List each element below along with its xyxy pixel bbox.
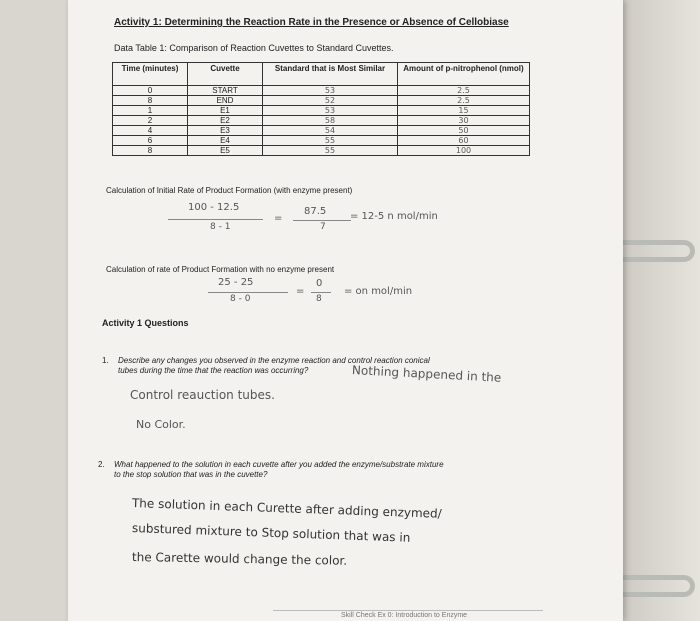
q2-answer-line3: the Carette would change the color. (131, 550, 348, 568)
table-row: 1 E1 53 15 (113, 106, 530, 116)
calc1-frac1-bar (168, 219, 263, 220)
q1-text-line1: Describe any changes you observed in the enzyme reaction and control reaction conical (118, 356, 430, 365)
q1-text-line2: tubes during the time that the reaction was occurring? (118, 366, 309, 375)
table-row: 8 END 52 2.5 (113, 96, 530, 106)
q2-text-line1: What happened to the solution in each cuvette after you added the enzyme/substrate mixture (114, 460, 444, 469)
calc1-frac2-den: 7 (320, 222, 326, 232)
header-cuvette: Cuvette (188, 63, 263, 86)
q2-text-line2: to the stop solution that was in the cuvette? (114, 470, 268, 479)
calc2-label: Calculation of rate of Product Formation with no enzyme present (106, 265, 335, 274)
footer-text: Skill Check Ex 0: Introduction to Enzyme (341, 612, 468, 619)
calc2-frac2-den: 8 (316, 294, 322, 304)
q1-number: 1. (102, 356, 109, 365)
table-row: 4 E3 54 50 (113, 126, 530, 136)
calc2-frac2-bar (311, 292, 331, 293)
header-time: Time (minutes) (113, 63, 188, 86)
table-row: 2 E2 58 30 (113, 116, 530, 126)
calc1-frac1-den: 8 - 1 (210, 222, 231, 232)
q2-number: 2. (98, 460, 105, 469)
q1-answer-inline: Nothing happened in the (351, 363, 502, 385)
data-table (112, 62, 530, 156)
header-standard: Standard that is Most Similar (263, 63, 398, 86)
calc1-frac2-num: 87.5 (304, 206, 327, 217)
calc2-eq: = (296, 286, 305, 297)
q1-answer-line3: No Color. (136, 418, 186, 431)
q2-answer-line2: substured mixture to Stop solution that was in (131, 521, 411, 545)
q2-answer-line1: The solution in each Curette after adding enzymed/ (131, 496, 442, 521)
calc2-frac1-num: 25 - 25 (218, 277, 254, 288)
calc1-result: = 12-5 n mol/min (350, 211, 438, 222)
table-row: 6 E4 55 60 (113, 136, 530, 146)
q1-answer-line2: Control reauction tubes. (130, 388, 275, 402)
calc1-frac1-num: 100 - 12.5 (188, 202, 240, 213)
header-amount: Amount of p-nitrophenol (nmol) (398, 63, 530, 86)
table-row: 0 START 53 2.5 (113, 86, 530, 96)
calc2-result: = on mol/min (344, 286, 413, 297)
calc1-label: Calculation of Initial Rate of Product Formation (with enzyme present) (106, 186, 353, 195)
footer-rule (273, 610, 543, 611)
calc1-frac2-bar (293, 220, 351, 221)
table-header-row (113, 63, 530, 86)
questions-heading: Activity 1 Questions (102, 318, 189, 328)
activity-heading: Activity 1: Determining the Reaction Rate in the Presence or Absence of Cellobiase (114, 17, 509, 28)
calc2-frac1-bar (208, 292, 288, 293)
worksheet-page (68, 0, 623, 621)
calc1-eq: = (274, 213, 283, 224)
calc2-frac1-den: 8 - 0 (230, 294, 251, 304)
table-row: 8 E5 55 100 (113, 146, 530, 156)
background-shadow (623, 0, 700, 621)
table-caption: Data Table 1: Comparison of Reaction Cuvettes to Standard Cuvettes. (114, 43, 394, 53)
calc2-frac2-num: 0 (316, 278, 323, 289)
